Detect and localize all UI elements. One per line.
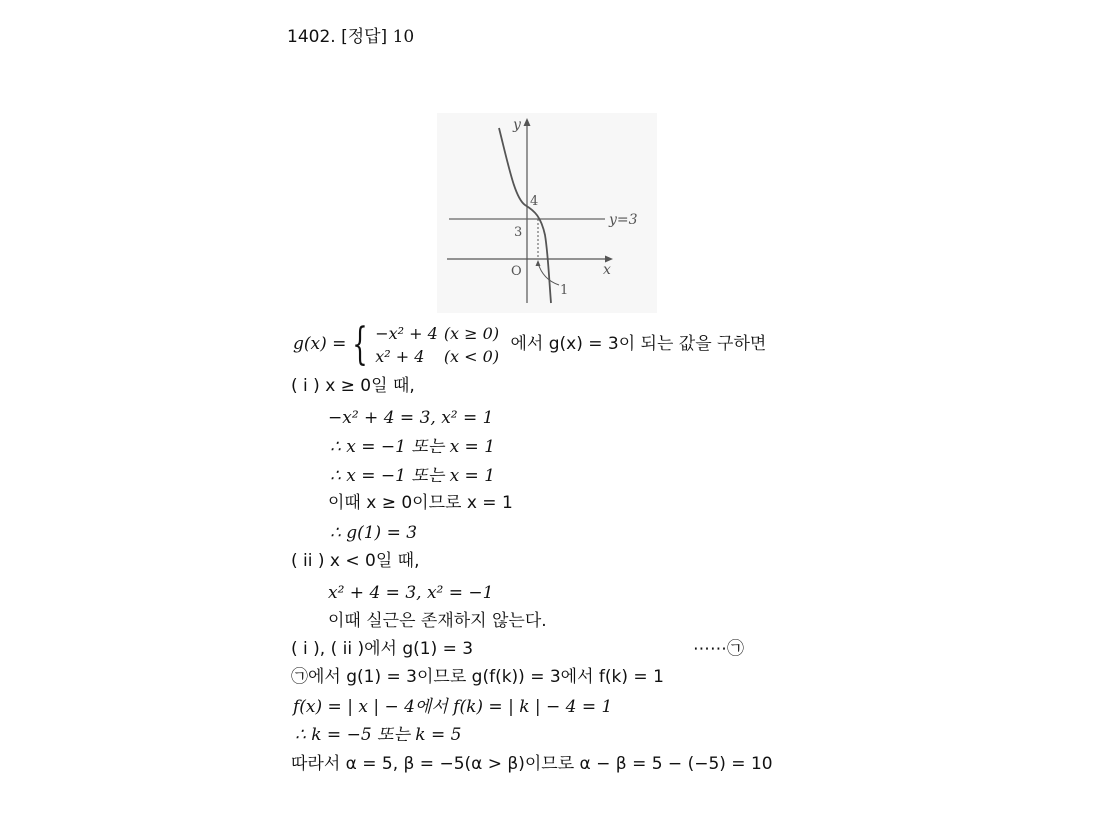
case1-expr: −x² + 4 bbox=[375, 323, 438, 343]
tick-label-3: 3 bbox=[514, 225, 523, 240]
case-i-line-4: 이때 x ≥ 0이므로 x = 1 bbox=[328, 493, 513, 513]
case-i-line-2: ∴ x = −1 또는 x = 1 bbox=[330, 437, 496, 457]
tick-label-4: 4 bbox=[530, 194, 539, 209]
case2-cond: (x < 0) bbox=[443, 346, 500, 366]
case-ii-line-2: 이때 실근은 존재하지 않는다. bbox=[328, 611, 547, 631]
x-axis-label: x bbox=[603, 262, 611, 278]
point-label: 1 bbox=[560, 283, 569, 298]
function-graph bbox=[437, 113, 657, 313]
case-ii-heading: ( ii ) x < 0일 때, bbox=[291, 551, 420, 571]
case1-cond: (x ≥ 0) bbox=[443, 323, 500, 343]
combine-line: ( i ), ( ii )에서 g(1) = 3 bbox=[291, 639, 474, 659]
step-1: ㉠에서 g(1) = 3이므로 g(f(k)) = 3에서 f(k) = 1 bbox=[291, 667, 664, 687]
step-3: ∴ k = −5 또는 k = 5 bbox=[295, 725, 462, 745]
combine-mark: ⋯⋯㉠ bbox=[693, 639, 744, 659]
step-4: 따라서 α = 5, β = −5(α > β)이므로 α − β = 5 − (−5) = 10 bbox=[291, 754, 773, 774]
y-axis-label: y bbox=[513, 117, 521, 133]
step-2: f(x) = | x | − 4에서 f(k) = | k | − 4 = 1 bbox=[293, 697, 613, 717]
origin-label: O bbox=[511, 264, 522, 279]
piecewise-tail: 에서 g(x) = 3이 되는 값을 구하면 bbox=[510, 334, 767, 354]
cases-table bbox=[375, 322, 505, 368]
case-i-heading: ( i ) x ≥ 0일 때, bbox=[291, 376, 415, 396]
case2-expr: x² + 4 bbox=[375, 346, 425, 366]
brace: { bbox=[352, 318, 368, 370]
case-i-line-1: −x² + 4 = 3, x² = 1 bbox=[328, 408, 494, 428]
piecewise-definition bbox=[293, 320, 766, 368]
case-i-line-3: ∴ x = −1 또는 x = 1 bbox=[330, 466, 496, 486]
case-i-line-5: ∴ g(1) = 3 bbox=[330, 523, 418, 543]
answer-label: [정답] bbox=[341, 27, 388, 47]
problem-header bbox=[287, 22, 414, 47]
case-ii-line-1: x² + 4 = 3, x² = −1 bbox=[328, 583, 494, 603]
piecewise-fn: g(x) = bbox=[293, 334, 347, 354]
problem-number: 1402. bbox=[287, 27, 336, 47]
line-label: y=3 bbox=[609, 212, 638, 228]
answer-value: 10 bbox=[392, 27, 415, 47]
